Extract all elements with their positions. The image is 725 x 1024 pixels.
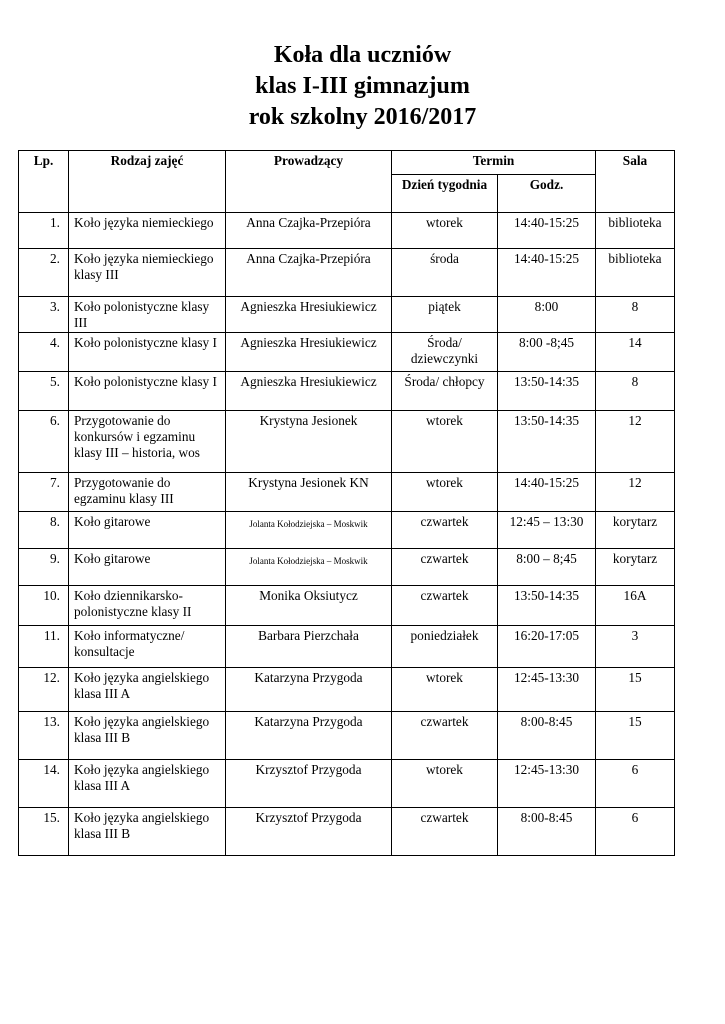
cell-dzien: piątek [392, 297, 498, 333]
table-row [19, 549, 675, 586]
cell-prowadzacy: Krzysztof Przygoda [226, 808, 392, 856]
cell-dzien: wtorek [392, 668, 498, 712]
cell-godz: 12:45-13:30 [498, 668, 596, 712]
cell-lp: 4. [19, 333, 69, 372]
cell-lp: 12. [19, 668, 69, 712]
cell-sala: 12 [596, 473, 675, 512]
header-row [19, 151, 675, 175]
cell-prowadzacy: Monika Oksiutycz [226, 586, 392, 626]
cell-prowadzacy: Krystyna Jesionek KN [226, 473, 392, 512]
cell-prowadzacy: Anna Czajka-Przepióra [226, 249, 392, 297]
cell-sala: korytarz [596, 549, 675, 586]
cell-dzien: czwartek [392, 549, 498, 586]
cell-prowadzacy: Agnieszka Hresiukiewicz [226, 372, 392, 411]
cell-godz: 14:40-15:25 [498, 213, 596, 249]
table-row [19, 372, 675, 411]
cell-sala: korytarz [596, 512, 675, 549]
cell-godz: 8:00-8:45 [498, 712, 596, 760]
cell-rodzaj: Koło dziennikarsko-polonistyczne klasy II [69, 586, 226, 626]
cell-rodzaj: Koło języka angielskiego klasa III A [69, 668, 226, 712]
cell-godz: 8:00-8:45 [498, 808, 596, 856]
cell-dzien: czwartek [392, 808, 498, 856]
cell-sala: 14 [596, 333, 675, 372]
cell-godz: 12:45-13:30 [498, 760, 596, 808]
cell-dzien: wtorek [392, 213, 498, 249]
cell-rodzaj: Koło informatyczne/ konsultacje [69, 626, 226, 668]
cell-sala: 8 [596, 372, 675, 411]
cell-sala: biblioteka [596, 249, 675, 297]
cell-rodzaj: Koło języka angielskiego klasa III B [69, 808, 226, 856]
title-line-3: rok szkolny 2016/2017 [248, 104, 477, 130]
cell-rodzaj: Przygotowanie do egzaminu klasy III [69, 473, 226, 512]
cell-rodzaj: Koło polonistyczne klasy III [69, 297, 226, 333]
cell-godz: 8:00 – 8;45 [498, 549, 596, 586]
table-row [19, 512, 675, 549]
cell-lp: 6. [19, 411, 69, 473]
cell-sala: 8 [596, 297, 675, 333]
cell-prowadzacy: Krzysztof Przygoda [226, 760, 392, 808]
header-sala: Sala [596, 151, 675, 213]
cell-lp: 8. [19, 512, 69, 549]
table-row [19, 712, 675, 760]
cell-lp: 10. [19, 586, 69, 626]
cell-godz: 14:40-15:25 [498, 249, 596, 297]
cell-sala: 12 [596, 411, 675, 473]
title-line-1: Koła dla uczniów [273, 42, 452, 68]
cell-rodzaj: Koło języka niemieckiego [69, 213, 226, 249]
cell-lp: 14. [19, 760, 69, 808]
cell-rodzaj: Koło języka angielskiego klasa III A [69, 760, 226, 808]
header-dzien: Dzień tygodnia [392, 175, 498, 213]
cell-prowadzacy: Katarzyna Przygoda [226, 668, 392, 712]
table-row [19, 333, 675, 372]
cell-dzien: środa [392, 249, 498, 297]
cell-sala: 15 [596, 712, 675, 760]
cell-prowadzacy: Agnieszka Hresiukiewicz [226, 297, 392, 333]
cell-rodzaj: Koło polonistyczne klasy I [69, 372, 226, 411]
table-row [19, 411, 675, 473]
header-godz: Godz. [498, 175, 596, 213]
cell-prowadzacy: Barbara Pierzchała [226, 626, 392, 668]
table-row [19, 760, 675, 808]
header-lp: Lp. [19, 151, 69, 213]
cell-sala: 16A [596, 586, 675, 626]
cell-godz: 8:00 [498, 297, 596, 333]
cell-prowadzacy: Anna Czajka-Przepióra [226, 213, 392, 249]
cell-sala: biblioteka [596, 213, 675, 249]
header-rodzaj: Rodzaj zajęć [69, 151, 226, 213]
schedule-table [18, 150, 675, 856]
cell-rodzaj: Koło gitarowe [69, 549, 226, 586]
cell-lp: 2. [19, 249, 69, 297]
cell-godz: 14:40-15:25 [498, 473, 596, 512]
cell-godz: 13:50-14:35 [498, 586, 596, 626]
cell-godz: 13:50-14:35 [498, 411, 596, 473]
cell-prowadzacy: Katarzyna Przygoda [226, 712, 392, 760]
cell-dzien: wtorek [392, 411, 498, 473]
cell-rodzaj: Koło języka niemieckiego klasy III [69, 249, 226, 297]
cell-lp: 5. [19, 372, 69, 411]
cell-rodzaj: Koło polonistyczne klasy I [69, 333, 226, 372]
header-termin: Termin [392, 151, 596, 175]
cell-dzien: Środa/ chłopcy [392, 372, 498, 411]
cell-prowadzacy: Krystyna Jesionek [226, 411, 392, 473]
header-prowadzacy: Prowadzący [226, 151, 392, 213]
cell-dzien: czwartek [392, 512, 498, 549]
cell-dzien: poniedziałek [392, 626, 498, 668]
cell-lp: 9. [19, 549, 69, 586]
table-row [19, 249, 675, 297]
cell-rodzaj: Koło gitarowe [69, 512, 226, 549]
title-line-2: klas I-III gimnazjum [255, 73, 470, 99]
cell-sala: 3 [596, 626, 675, 668]
cell-sala: 6 [596, 760, 675, 808]
table-row [19, 668, 675, 712]
cell-lp: 3. [19, 297, 69, 333]
cell-lp: 13. [19, 712, 69, 760]
cell-dzien: Środa/ dziewczynki [392, 333, 498, 372]
table-row [19, 586, 675, 626]
table-row [19, 297, 675, 333]
cell-sala: 6 [596, 808, 675, 856]
cell-lp: 1. [19, 213, 69, 249]
document-title [0, 40, 725, 133]
cell-godz: 16:20-17:05 [498, 626, 596, 668]
cell-godz: 8:00 -8;45 [498, 333, 596, 372]
cell-dzien: czwartek [392, 712, 498, 760]
table-row [19, 473, 675, 512]
table-body [19, 213, 675, 856]
cell-lp: 11. [19, 626, 69, 668]
cell-rodzaj: Przygotowanie do konkursów i egzaminu klasy III – historia, wos [69, 411, 226, 473]
cell-prowadzacy: Agnieszka Hresiukiewicz [226, 333, 392, 372]
cell-godz: 12:45 – 13:30 [498, 512, 596, 549]
table-row [19, 213, 675, 249]
cell-rodzaj: Koło języka angielskiego klasa III B [69, 712, 226, 760]
cell-godz: 13:50-14:35 [498, 372, 596, 411]
table-row [19, 626, 675, 668]
cell-dzien: wtorek [392, 473, 498, 512]
cell-sala: 15 [596, 668, 675, 712]
cell-lp: 7. [19, 473, 69, 512]
cell-dzien: czwartek [392, 586, 498, 626]
cell-prowadzacy: Jolanta Kołodziejska – Moskwik [226, 512, 392, 549]
cell-lp: 15. [19, 808, 69, 856]
cell-prowadzacy: Jolanta Kołodziejska – Moskwik [226, 549, 392, 586]
table-row [19, 808, 675, 856]
cell-dzien: wtorek [392, 760, 498, 808]
